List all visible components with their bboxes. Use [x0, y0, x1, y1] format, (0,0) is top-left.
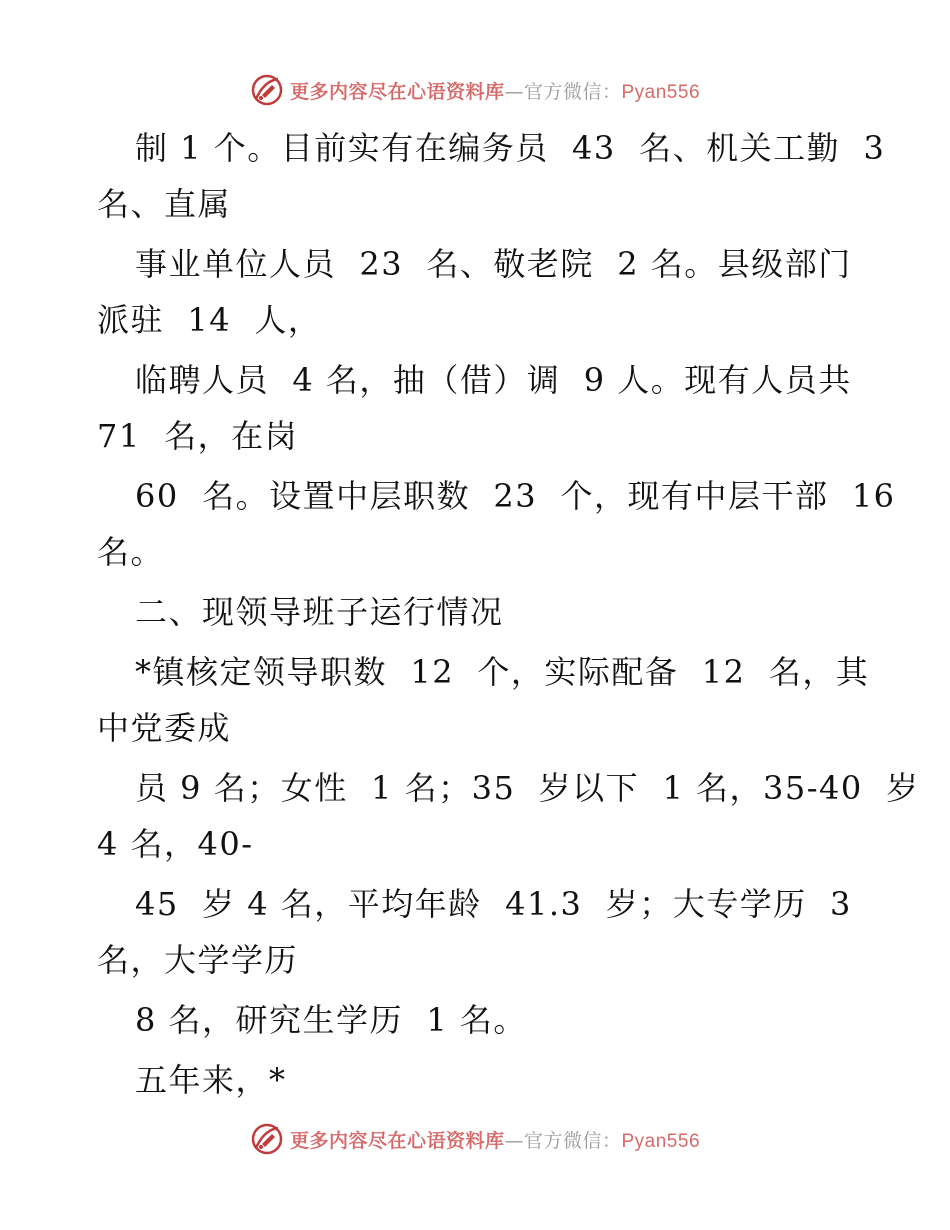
footer-text-main: 更多内容尽在心语资料库 [289, 1129, 505, 1152]
body-line: 名、直属 [97, 185, 232, 223]
body-line: 71 名，在岗 [97, 417, 299, 455]
body-line: 中党委成 [97, 709, 232, 747]
header-watermark-text [290, 77, 700, 104]
header-text-id: Pyan556 [621, 81, 701, 103]
body-line: 4 名，40- [97, 825, 254, 863]
header-text-main: 更多内容尽在心语资料库 [289, 80, 505, 103]
body-line: 名，大学学历 [97, 941, 299, 979]
body-line: 制 1 个。目前实有在编务员 43 名、机关工勤 3 [135, 129, 886, 167]
body-line: 名。 [97, 533, 165, 571]
body-line: 事业单位人员 23 名、敬老院 2 名。县级部门 [135, 245, 852, 283]
body-line: 45 岁 4 名，平均年龄 41.3 岁；大专学历 3 [135, 885, 852, 923]
body-line: 临聘人员 4 名，抽（借）调 9 人。现有人员共 [135, 361, 852, 399]
pen-logo-icon [250, 1122, 284, 1156]
footer-watermark-text [290, 1126, 700, 1153]
body-line: 60 名。设置中层职数 23 个，现有中层干部 16 [135, 477, 896, 515]
header-text-sep: —官方微信： [504, 80, 622, 103]
body-line: 员 9 名；女性 1 名；35 岁以下 1 名，35-40 岁 [135, 769, 920, 807]
header-watermark [0, 70, 950, 110]
section-heading: 二、现领导班子运行情况 [135, 593, 504, 631]
pen-logo-icon [250, 73, 284, 107]
body-line: 8 名，研究生学历 1 名。 [135, 1001, 527, 1039]
header-watermark-inner [250, 73, 700, 107]
footer-text-sep: —官方微信： [504, 1129, 622, 1152]
footer-text-id: Pyan556 [621, 1130, 701, 1152]
body-line: 派驻 14 人， [97, 301, 322, 339]
body-line: *镇核定领导职数 12 个，实际配备 12 名，其 [135, 653, 870, 691]
body-line: 五年来，* [135, 1061, 287, 1099]
footer-watermark-inner [250, 1122, 700, 1156]
footer-watermark [0, 1119, 950, 1159]
